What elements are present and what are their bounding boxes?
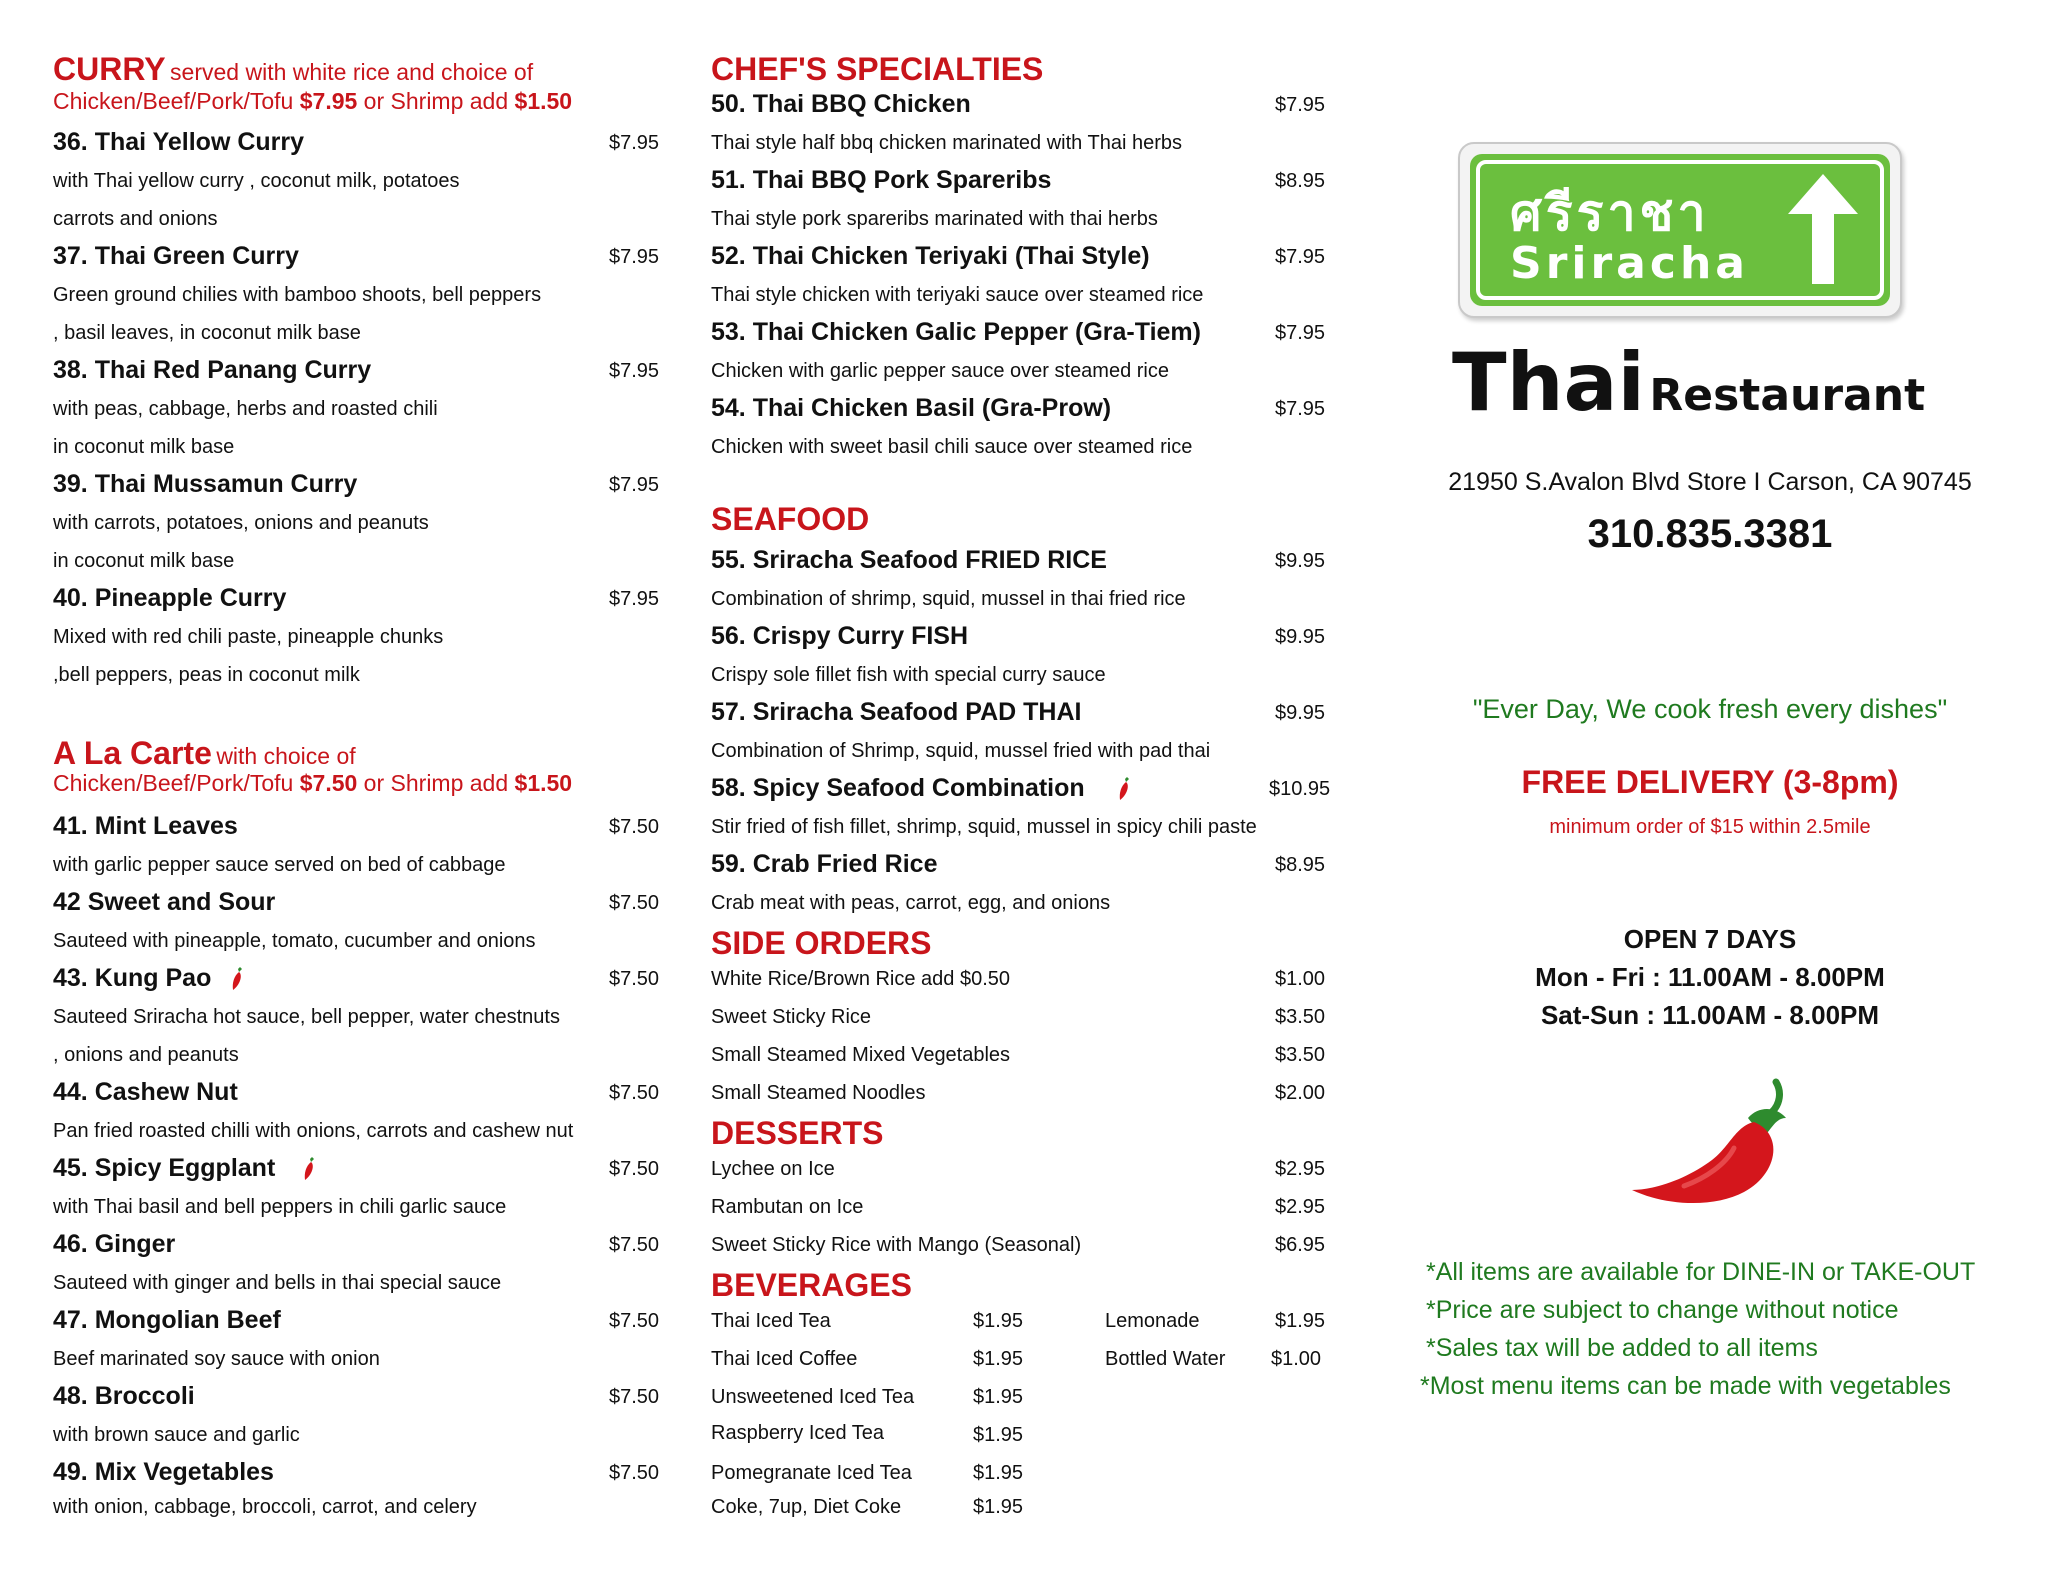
beverage-price: $1.00 — [1271, 1348, 1322, 1370]
side-item-price: $2.00 — [1275, 1082, 1326, 1104]
menu-item-name: 39. Thai Mussamun Curry — [53, 470, 358, 498]
menu-item-name: 52. Thai Chicken Teriyaki (Thai Style) — [711, 242, 1150, 270]
kung-pao-row — [53, 964, 244, 996]
beverage-name: Raspberry Iced Tea — [711, 1422, 885, 1444]
menu-item-price: $8.95 — [1275, 170, 1326, 192]
dessert-item-name: Rambutan on Ice — [711, 1196, 864, 1218]
hours-weekday: Mon - Fri : 11.00AM - 8.00PM — [1535, 962, 1885, 992]
menu-item-price: $7.50 — [609, 892, 660, 914]
menu-item-desc: with Thai basil and bell peppers in chili garlic sauce — [53, 1196, 507, 1218]
menu-item-name: 47. Mongolian Beef — [53, 1306, 281, 1334]
menu-item-desc: with Thai yellow curry , coconut milk, potatoes — [53, 170, 460, 192]
restaurant-name-restaurant: Restaurant — [1649, 370, 1926, 421]
menu-item-desc: Chicken with sweet basil chili sauce over steamed rice — [711, 436, 1193, 458]
menu-item-desc: with onion, cabbage, broccoli, carrot, and celery — [53, 1496, 477, 1518]
footer-note: *All items are available for DINE-IN or TAKE-OUT — [1426, 1258, 1976, 1286]
menu-item-name: 40. Pineapple Curry — [53, 584, 287, 612]
desserts-title: DESSERTS — [711, 1115, 884, 1151]
menu-item-price: $7.95 — [609, 132, 660, 154]
chili-pepper-icon — [1117, 777, 1131, 806]
menu-item-price: $9.95 — [1275, 702, 1326, 724]
phone-number: 310.835.3381 — [1587, 512, 1833, 556]
menu-item-desc: ,bell peppers, peas in coconut milk — [53, 664, 360, 686]
menu-item-desc: Pan fried roasted chilli with onions, carrots and cashew nut — [53, 1120, 574, 1142]
menu-item-name: 54. Thai Chicken Basil (Gra-Prow) — [711, 394, 1112, 422]
menu-item-name: 56. Crispy Curry FISH — [711, 622, 969, 650]
sign-english-text: Sriracha — [1510, 238, 1749, 289]
beverages-title: BEVERAGES — [711, 1267, 912, 1303]
menu-item-desc: Sauteed Sriracha hot sauce, bell pepper, water chestnuts — [53, 1006, 560, 1028]
beverage-name: Pomegranate Iced Tea — [711, 1462, 912, 1484]
footer-note: *Most menu items can be made with vegetables — [1420, 1372, 1951, 1400]
menu-item-name: 49. Mix Vegetables — [53, 1458, 274, 1486]
beverage-name: Lemonade — [1105, 1310, 1200, 1332]
menu-item-price: $7.50 — [609, 1310, 660, 1332]
menu-item-desc: Sauteed with ginger and bells in thai special sauce — [53, 1272, 502, 1294]
alacarte-header — [53, 734, 356, 772]
menu-item-desc: with carrots, potatoes, onions and peanuts — [53, 512, 429, 534]
chili-pepper-icon — [302, 1157, 316, 1186]
alacarte-title: A La Carte — [53, 735, 212, 771]
menu-item-desc: Combination of shrimp, squid, mussel in thai fried rice — [711, 588, 1186, 610]
side-item-name: Sweet Sticky Rice — [711, 1006, 872, 1028]
curry-choice-shrimp-price: $1.50 — [514, 88, 573, 114]
address: 21950 S.Avalon Blvd Store I Carson, CA 90745 — [1448, 468, 1972, 496]
menu-item-name: 46. Ginger — [53, 1230, 176, 1258]
menu-item-desc: , basil leaves, in coconut milk base — [53, 322, 361, 344]
menu-item-price: $7.95 — [1275, 94, 1326, 116]
spicy-eggplant-row — [53, 1154, 316, 1186]
dessert-item-price: $2.95 — [1275, 1196, 1326, 1218]
menu-item-price: $7.50 — [609, 1386, 660, 1408]
menu-item-price: $7.95 — [1275, 398, 1326, 420]
beverage-name: Thai Iced Coffee — [711, 1348, 858, 1370]
menu-item-desc: Beef marinated soy sauce with onion — [53, 1348, 380, 1370]
menu-item-name: 44. Cashew Nut — [53, 1078, 238, 1106]
beverage-name: Coke, 7up, Diet Coke — [711, 1496, 902, 1518]
menu-item-desc: in coconut milk base — [53, 436, 235, 458]
menu-item-price: $7.50 — [609, 1158, 660, 1180]
menu-item-price: $7.95 — [609, 588, 660, 610]
menu-item-desc: Chicken with garlic pepper sauce over steamed rice — [711, 360, 1169, 382]
up-arrow-icon — [1788, 174, 1858, 289]
side-item-name: White Rice/Brown Rice add $0.50 — [711, 968, 1011, 990]
side-item-price: $1.00 — [1275, 968, 1326, 990]
chefs-title: CHEF'S SPECIALTIES — [711, 51, 1044, 87]
side-item-name: Small Steamed Noodles — [711, 1082, 926, 1104]
menu-item-name: 37. Thai Green Curry — [53, 242, 299, 270]
menu-item-price: $7.50 — [609, 1082, 660, 1104]
curry-choice-shrimp: or Shrimp add — [357, 88, 515, 114]
menu-item-desc: in coconut milk base — [53, 550, 235, 572]
beverage-price: $1.95 — [973, 1348, 1024, 1370]
menu-item-desc: Stir fried of fish fillet, shrimp, squid, mussel in spicy chili paste — [711, 816, 1257, 838]
alacarte-choice-proteins: Chicken/Beef/Pork/Tofu — [53, 770, 300, 796]
beverage-name: Unsweetened Iced Tea — [711, 1386, 915, 1408]
menu-item-name: 48. Broccoli — [53, 1382, 195, 1410]
menu-item-price: $7.50 — [609, 1234, 660, 1256]
alacarte-note: with choice of — [216, 743, 356, 769]
menu-item-name: 51. Thai BBQ Pork Spareribs — [711, 166, 1052, 194]
side-item-price: $3.50 — [1275, 1044, 1326, 1066]
free-delivery-title: FREE DELIVERY (3-8pm) — [1521, 764, 1899, 800]
beverage-price: $1.95 — [973, 1462, 1024, 1484]
menu-item-desc: Crispy sole fillet fish with special curry sauce — [711, 664, 1106, 686]
menu-item-desc: with peas, cabbage, herbs and roasted chili — [53, 398, 438, 420]
alacarte-choice-shrimp-price: $1.50 — [514, 770, 573, 796]
menu-item-desc: , onions and peanuts — [53, 1044, 239, 1066]
alacarte-choice — [53, 770, 572, 797]
restaurant-name — [1452, 336, 1925, 429]
beverage-name: Thai Iced Tea — [711, 1310, 831, 1332]
menu-item-desc: Mixed with red chili paste, pineapple chunks — [53, 626, 444, 648]
menu-item-price: $9.95 — [1275, 550, 1326, 572]
curry-note: served with white rice and choice of — [170, 59, 534, 85]
curry-header — [53, 50, 533, 88]
menu-item-price: $8.95 — [1275, 854, 1326, 876]
menu-item-name: 59. Crab Fried Rice — [711, 850, 938, 878]
chili-pepper-icon — [1626, 1078, 1794, 1215]
menu-item-name: 38. Thai Red Panang Curry — [53, 356, 372, 384]
menu-item-name: 36. Thai Yellow Curry — [53, 128, 305, 156]
curry-title: CURRY — [53, 51, 166, 87]
alacarte-choice-price: $7.50 — [299, 770, 358, 796]
beverage-price: $1.95 — [1275, 1310, 1326, 1332]
menu-item-price: $9.95 — [1275, 626, 1326, 648]
chili-pepper-icon — [230, 967, 244, 996]
sign-thai-text: ศรีราชา — [1510, 184, 1710, 242]
spicy-seafood-row — [711, 774, 1131, 806]
menu-item-price: $7.50 — [609, 1462, 660, 1484]
menu-item-name: 42 Sweet and Sour — [53, 888, 276, 916]
beverage-price: $1.95 — [973, 1386, 1024, 1408]
beverage-name: Bottled Water — [1105, 1348, 1226, 1370]
menu-item-name: 55. Sriracha Seafood FRIED RICE — [711, 546, 1107, 574]
footer-note: *Sales tax will be added to all items — [1426, 1334, 1818, 1362]
side-item-name: Small Steamed Mixed Vegetables — [711, 1044, 1011, 1066]
menu-item-desc: carrots and onions — [53, 208, 218, 230]
footer-note: *Price are subject to change without notice — [1426, 1296, 1899, 1324]
delivery-note: minimum order of $15 within 2.5mile — [1549, 816, 1871, 838]
menu-item-name: 53. Thai Chicken Galic Pepper (Gra-Tiem) — [711, 318, 1201, 346]
side-item-price: $3.50 — [1275, 1006, 1326, 1028]
menu-item-name: 58. Spicy Seafood Combination — [711, 774, 1085, 802]
open-days: OPEN 7 DAYS — [1623, 924, 1797, 954]
menu-item-desc: Combination of Shrimp, squid, mussel fried with pad thai — [711, 740, 1211, 762]
beverage-price: $1.95 — [973, 1424, 1024, 1446]
alacarte-choice-shrimp: or Shrimp add — [357, 770, 515, 796]
menu-item-name: 41. Mint Leaves — [53, 812, 238, 840]
menu-item-price: $7.50 — [609, 968, 660, 990]
menu-item-price: $7.50 — [609, 816, 660, 838]
sides-title: SIDE ORDERS — [711, 925, 932, 961]
menu-item-name: 45. Spicy Eggplant — [53, 1154, 276, 1182]
menu-item-name: 50. Thai BBQ Chicken — [711, 90, 971, 118]
menu-item-price: $7.95 — [1275, 322, 1326, 344]
menu-item-price: $7.95 — [609, 360, 660, 382]
restaurant-name-thai: Thai — [1452, 336, 1645, 429]
beverage-price: $1.95 — [973, 1496, 1024, 1518]
menu-item-desc: Thai style chicken with teriyaki sauce over steamed rice — [711, 284, 1204, 306]
beverage-price: $1.95 — [973, 1310, 1024, 1332]
menu-item-name: 43. Kung Pao — [53, 964, 212, 992]
curry-choice-price: $7.95 — [299, 88, 358, 114]
menu-item-desc: Thai style half bbq chicken marinated with Thai herbs — [711, 132, 1182, 154]
dessert-item-price: $6.95 — [1275, 1234, 1326, 1256]
tagline: "Ever Day, We cook fresh every dishes" — [1472, 694, 1948, 724]
menu-item-price: $7.95 — [609, 474, 660, 496]
menu-item-name: 57. Sriracha Seafood PAD THAI — [711, 698, 1082, 726]
dessert-item-name: Sweet Sticky Rice with Mango (Seasonal) — [711, 1234, 1082, 1256]
sriracha-sign-logo — [1458, 142, 1902, 318]
dessert-item-price: $2.95 — [1275, 1158, 1326, 1180]
curry-choice-proteins: Chicken/Beef/Pork/Tofu — [53, 88, 300, 114]
menu-item-desc: with brown sauce and garlic — [53, 1424, 300, 1446]
menu-item-desc: Crab meat with peas, carrot, egg, and onions — [711, 892, 1111, 914]
hours-weekend: Sat-Sun : 11.00AM - 8.00PM — [1540, 1000, 1880, 1030]
right-column — [1400, 0, 2020, 1582]
menu-item-desc: Sauteed with pineapple, tomato, cucumber and onions — [53, 930, 536, 952]
menu-item-price: $7.95 — [609, 246, 660, 268]
seafood-title: SEAFOOD — [711, 501, 870, 537]
menu-item-desc: with garlic pepper sauce served on bed of cabbage — [53, 854, 506, 876]
dessert-item-name: Lychee on Ice — [711, 1158, 835, 1180]
curry-choice — [53, 88, 572, 115]
menu-item-desc: Thai style pork spareribs marinated with thai herbs — [711, 208, 1158, 230]
menu-item-price: $7.95 — [1275, 246, 1326, 268]
menu-item-price: $10.95 — [1269, 778, 1331, 800]
menu-item-desc: Green ground chilies with bamboo shoots, bell peppers — [53, 284, 542, 306]
